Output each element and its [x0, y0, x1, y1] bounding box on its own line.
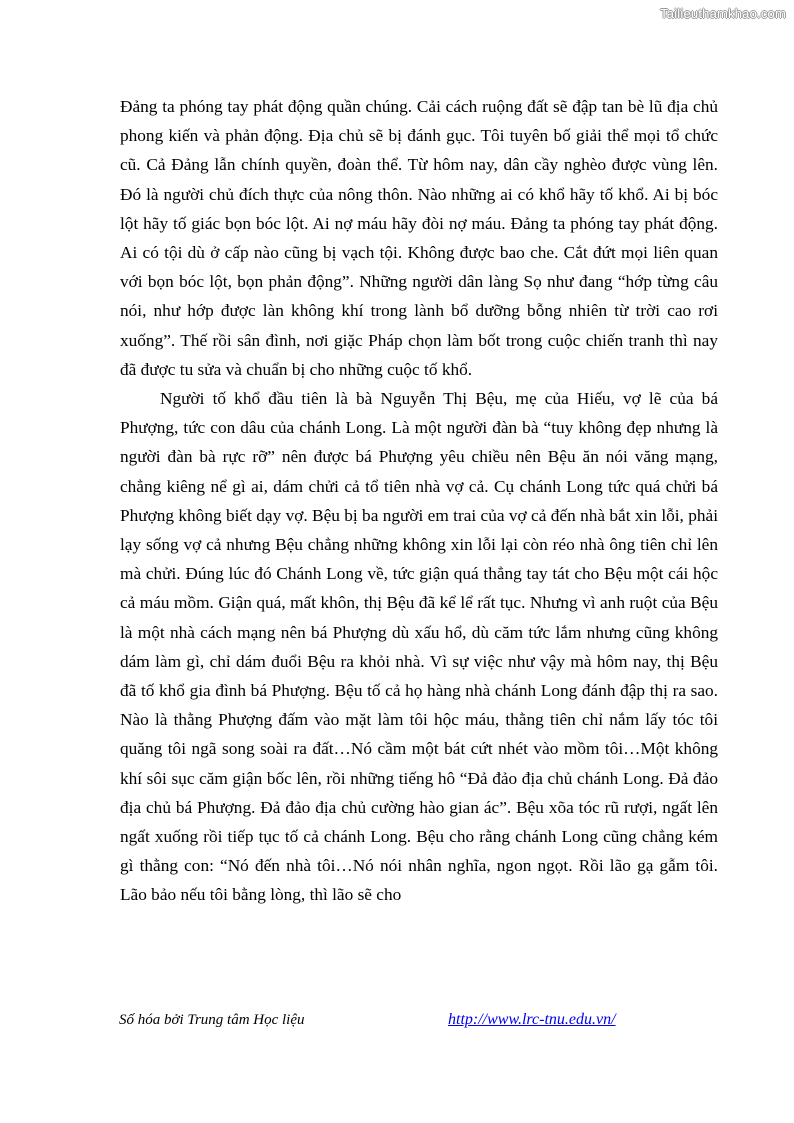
- paragraph-1: Đảng ta phóng tay phát động quần chúng. Cải cách ruộng đất sẽ đập tan bè lũ địa chủ phong kiến và phản động. Địa chủ sẽ bị đánh gục. Tôi tuyên bố giải thể mọi tổ chức cũ. Cả Đảng lẫn chính quyền, đoàn thể. Từ hôm nay, dân cầy nghèo được vùng lên. Đó là người chủ đích thực của nông thôn. Nào những ai có khổ hãy tố khổ. Ai bị bóc lột hãy tố giác bọn bóc lột. Ai nợ máu hãy đòi nợ máu. Đảng ta phóng tay phát động. Ai có tội dù ở cấp nào cũng bị vạch tội. Không được bao che. Cắt đứt mọi liên quan với bọn bóc lột, bọn phản động”. Những người dân làng Sọ như đang “hớp từng câu nói, như hớp được làn không khí trong lành bổ dưỡng bỗng nhiên từ trời cao rơi xuống”. Thế rồi sân đình, nơi giặc Pháp chọn làm bốt trong cuộc chiến tranh thì nay đã được tu sửa và chuẩn bị cho những cuộc tố khổ.: [120, 97, 718, 379]
- paragraph-2: Người tố khổ đầu tiên là bà Nguyễn Thị Bệu, mẹ của Hiếu, vợ lẽ của bá Phượng, tức con dâu của chánh Long. Là một người đàn bà “tuy không đẹp nhưng là người đàn bà rực rỡ” nên được bá Phượng yêu chiều nên Bệu ăn nói văng mạng, chẳng kiêng nể gì ai, dám chửi cả tổ tiên nhà vợ cả. Cụ chánh Long tức quá chửi bá Phượng không biết dạy vợ. Bệu bị ba người em trai của vợ cả đến nhà bắt xin lỗi, phải lạy sống vợ cả nhưng Bệu chẳng những không xin lỗi lại còn réo nhà ông tiên chỉ lên mà chửi. Đúng lúc đó Chánh Long về, tức giận quá thẳng tay tát cho Bệu một cái hộc cả máu mồm. Giận quá, mất khôn, thị Bệu đã kể lể rất tục. Nhưng vì anh ruột của Bệu là một nhà cách mạng nên bá Phượng dù xấu hổ, dù căm tức lắm nhưng cũng không dám làm gì, chỉ dám đuổi Bệu ra khỏi nhà. Vì sự việc như vậy mà hôm nay, thị Bệu đã tố khổ gia đình bá Phượng. Bệu tố cả họ hàng nhà chánh Long đánh đập thị ra sao. Nào là thằng Phượng đấm vào mặt làm tôi hộc máu, thằng tiên chỉ nắm lấy tóc tôi quăng tôi ngã song soài ra đất…Nó cầm một bát cứt nhét vào mồm tôi…Một không khí sôi sục căm giận bốc lên, rồi những tiếng hô “Đả đảo địa chủ chánh Long. Đả đảo địa chủ bá Phượng. Đả đảo địa chủ cường hào gian ác”. Bệu xõa tóc rũ rượi, ngất lên ngất xuống rồi tiếp tục tố cả chánh Long. Bệu cho rằng chánh Long cũng chẳng kém gì thằng con: “Nó đến nhà tôi…Nó nói nhân nghĩa, ngon ngọt. Rồi lão gạ gẫm tôi. Lão bảo nếu tôi bằng lòng, thì lão sẽ cho: [120, 389, 718, 905]
- watermark: Tailieuthamkhao.com: [660, 6, 786, 21]
- page-footer: [119, 1012, 719, 1034]
- page-body: [120, 92, 718, 910]
- footer-source-text: Số hóa bởi Trung tâm Học liệu: [119, 1012, 305, 1028]
- footer-link[interactable]: http://www.lrc-tnu.edu.vn/: [448, 1011, 616, 1028]
